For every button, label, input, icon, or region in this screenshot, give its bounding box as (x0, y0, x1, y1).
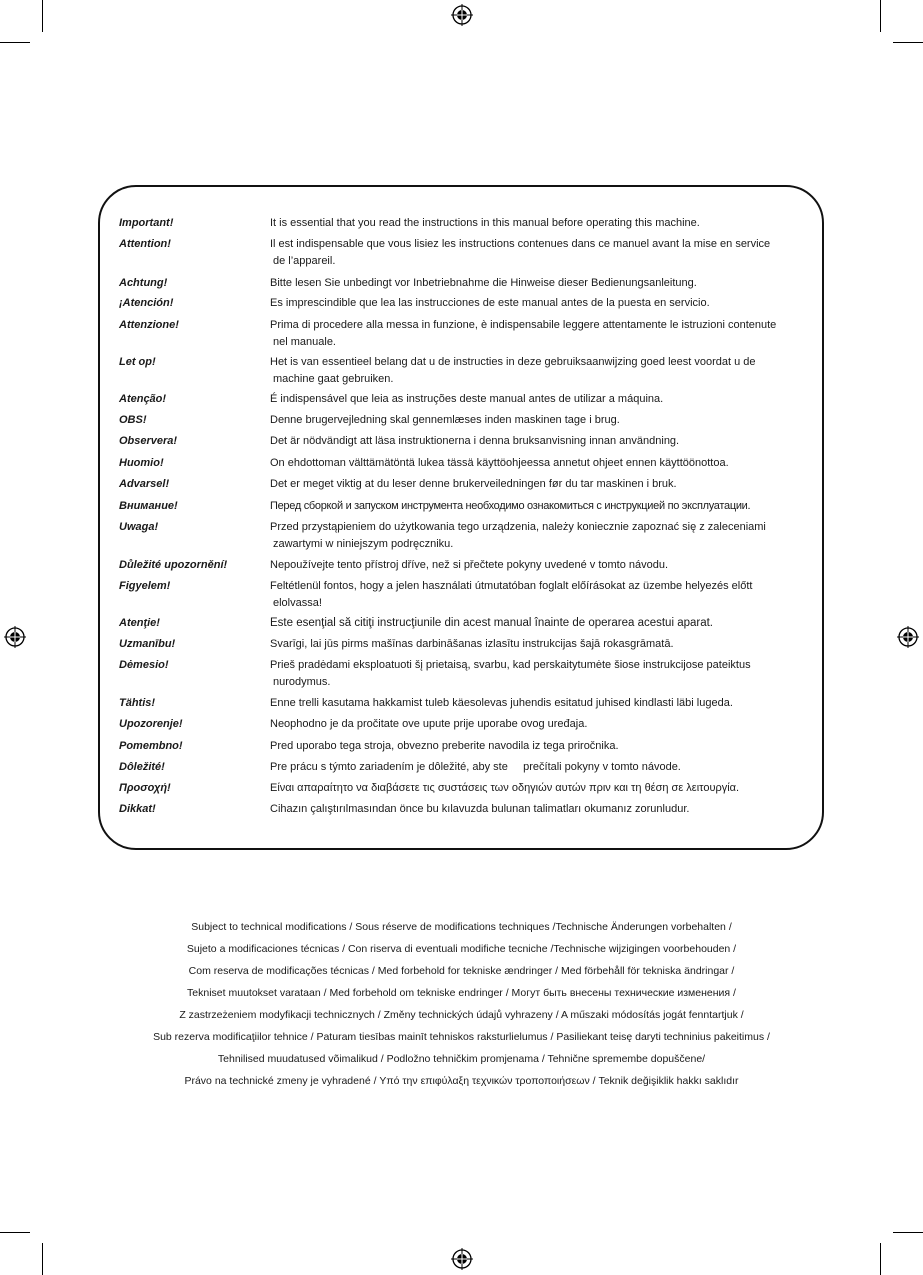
footer-line: Subject to technical modifications / Sous réserve de modifications techniques /Technische Änderungen vorbehalten / (191, 921, 732, 933)
language-label: Uzmanību! (119, 638, 176, 650)
language-label: Upozorenje! (119, 718, 183, 730)
warning-text: Il est indispensable que vous lisiez les instructions contenues dans ce manuel avant la mise en service de l’appareil. (270, 238, 771, 267)
crop-mark (42, 1243, 43, 1275)
warning-text: Det er meget viktig at du leser denne brukerveiledningen før du tar maskinen i bruk. (270, 478, 677, 490)
language-label: Внимание! (119, 500, 178, 512)
warning-text: É indispensável que leia as instruções deste manual antes de utilizar a máquina. (270, 393, 664, 405)
footer-line: Sujeto a modificaciones técnicas / Con riserva di eventuali modifiche tecniche /Technische wijzigingen voorbehouden / (186, 943, 737, 955)
footer-line: Sub rezerva modificaţiilor tehnice / Paturam tiesības mainīt tehniskos raksturlielumus / Pasiliekant teisę daryti techninius pakeitimus / (153, 1031, 770, 1043)
footer-line: Com reserva de modificações técnicas / Med forbehold for tekniske ændringer / Med förbehåll för tekniska ändringar / (188, 965, 735, 977)
footer-line: Z zastrzeżeniem modyfikacji technicznych / Změny technických údajů vyhrazeny / A műszaki módosítás jogát fenntartjuk / (179, 1009, 744, 1021)
crop-mark (880, 0, 881, 32)
footer-line: Tehnilised muudatused võimalikud / Podložno tehničkim promjenama / Tehnične spremembe dopuščene/ (217, 1053, 706, 1065)
warning-text: Det är nödvändigt att läsa instruktionerna i denna bruksanvisning innan användning. (270, 435, 680, 447)
crop-mark (0, 42, 30, 43)
warning-text: Svarīgi, lai jūs pirms mašīnas darbināšanas izlasītu instrukcijas šajā rokasgrāmatā. (270, 638, 674, 650)
language-label: Attenzione! (119, 319, 179, 331)
language-label: Dėmesio! (119, 659, 169, 671)
language-label: Attention! (119, 238, 171, 250)
language-label: Uwaga! (119, 521, 159, 533)
warning-text: On ehdottoman välttämätöntä lukea tässä käyttöohjeessa annetut ohjeet ennen käyttöönottoa. (270, 457, 729, 469)
language-label: Important! (119, 217, 174, 229)
registration-mark-icon (451, 1248, 473, 1270)
crop-mark (893, 1232, 923, 1233)
language-label: Achtung! (119, 277, 168, 289)
warning-text: Het is van essentieel belang dat u de instructies in deze gebruiksaanwijzing goed leest voordat u de machine gaat gebruiken. (270, 356, 756, 385)
language-label: Atenţie! (119, 617, 160, 629)
language-label: Důležité upozornění! (119, 559, 228, 571)
language-label: Figyelem! (119, 580, 171, 592)
warning-text: Prieš pradėdami eksploatuoti šį prietaisą, svarbu, kad perskaitytumėte šiose instrukcijose pateiktus nurodymus. (270, 659, 751, 688)
registration-mark-icon (897, 626, 919, 648)
language-label: Tähtis! (119, 697, 156, 709)
warning-text: Neophodno je da pročitate ove upute prije uporabe ovog uređaja. (270, 718, 588, 730)
warning-text: Cihazın çalıştırılmasından önce bu kılavuzda bulunan talimatları okumanız zorunludur. (270, 803, 690, 815)
footer-line: Tekniset muutokset varataan / Med forbehold om tekniske endringer / Могут быть внесены технические изменения / (187, 987, 736, 999)
crop-mark (893, 42, 923, 43)
crop-mark (880, 1243, 881, 1275)
warning-text: Es imprescindible que lea las instrucciones de este manual antes de la puesta en servicio. (270, 297, 710, 309)
language-label: ¡Atención! (119, 297, 174, 309)
registration-mark-icon (451, 4, 473, 26)
warning-text: Este esenţial să citiţi instrucţiunile din acest manual înainte de operarea acestui aparat. (270, 617, 714, 629)
footer-line: Právo na technické zmeny je vyhradené / Υπό την επιφύλαξη τεχνικών τροποποιήσεων / Teknik değişiklik hakkı saklıdır (184, 1075, 739, 1087)
warning-text: Denne brugervejledning skal gennemlæses inden maskinen tage i brug. (270, 414, 620, 426)
warning-text: Перед сборкой и запуском инструмента необходимо ознакомиться с инструкцией по эксплуатации. (270, 500, 751, 512)
warning-text: Enne trelli kasutama hakkamist tuleb käesolevas juhendis esitatud juhised kindlasti läbi lugeda. (270, 697, 733, 709)
warning-text: Prima di procedere alla messa in funzione, è indispensabile leggere attentamente le istruzioni contenute nel manuale. (270, 319, 777, 348)
language-label: Dôležité! (119, 761, 165, 773)
language-label: OBS! (119, 414, 147, 426)
warning-text: Przed przystąpieniem do użytkowania tego urządzenia, należy koniecznie zapoznać się z zaleceniami zawartymi w niniejszym podręczniku. (270, 521, 766, 550)
language-label: Huomio! (119, 457, 164, 469)
warning-text: It is essential that you read the instructions in this manual before operating this machine. (270, 217, 700, 229)
language-label: Let op! (119, 356, 156, 368)
warning-text: Pre prácu s týmto zariadením je dôležité, aby ste prečítali pokyny v tomto návode. (270, 761, 681, 773)
warning-text: Bitte lesen Sie unbedingt vor Inbetriebnahme die Hinweise dieser Bedienungsanleitung. (270, 277, 697, 289)
warning-text: Pred uporabo tega stroja, obvezno preberite navodila iz tega priročnika. (270, 740, 619, 752)
language-label: Atenção! (119, 393, 167, 405)
warning-text: Nepoužívejte tento přístroj dříve, než si přečtete pokyny uvedené v tomto návodu. (270, 559, 669, 571)
language-label: Dikkat! (119, 803, 156, 815)
crop-mark (0, 1232, 30, 1233)
language-label: Προσοχή! (119, 782, 171, 794)
warning-text: Feltétlenül fontos, hogy a jelen használati útmutatóban foglalt előírásokat az üzembe helyezés előtt elolvassa! (270, 580, 753, 609)
warning-text: Είναι απαραίτητο να διαβάσετε τις συστάσεις των οδηγιών αυτών πριν και τη θέση σε λειτουργία. (270, 782, 740, 794)
registration-mark-icon (4, 626, 26, 648)
language-label: Observera! (119, 435, 178, 447)
language-label: Advarsel! (119, 478, 170, 490)
crop-mark (42, 0, 43, 32)
language-label: Pomembno! (119, 740, 183, 752)
